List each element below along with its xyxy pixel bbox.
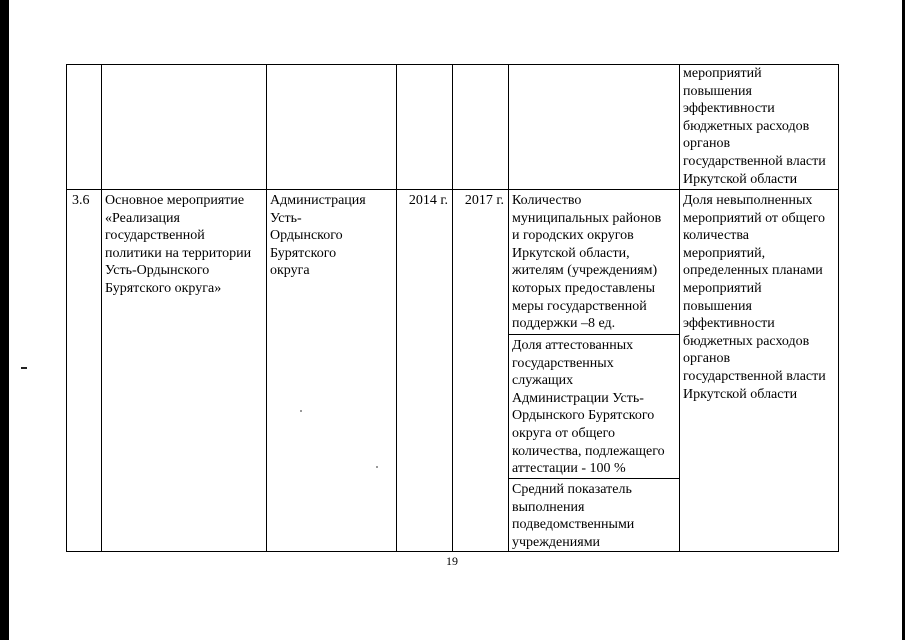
scan-mark	[21, 367, 27, 369]
scan-speck	[300, 410, 302, 412]
activity-cell: Основное мероприятие «Реализация государственной политики на территории Усть-Ордынского Бурятского округа»	[105, 193, 252, 296]
scan-speck	[376, 466, 378, 468]
page-number: 19	[446, 554, 458, 568]
table-rule	[266, 64, 267, 552]
table-rule	[679, 64, 680, 552]
start-year-cell: 2014 г.	[408, 193, 448, 208]
executor-cell: Администрация Усть- Ордынского Бурятского округа	[270, 193, 366, 279]
table-rule	[66, 64, 67, 552]
table-rule	[508, 64, 509, 552]
table-rule	[838, 64, 839, 552]
table-rule	[396, 64, 397, 552]
table-rule	[101, 64, 102, 552]
end-year-cell: 2017 г.	[464, 193, 504, 208]
indicator-cell-continued: мероприятий повышения эффективности бюджетных расходов органов государственной власти Иркутской области	[683, 66, 826, 187]
scan-edge-left	[0, 0, 9, 640]
result-cell: Количество муниципальных районов и городских округов Иркутской области, жителям (учреждениям) которых предоставлены меры государственной поддержки –8 ед.	[512, 193, 662, 332]
table-rule	[509, 334, 679, 335]
table-rule	[509, 478, 679, 479]
result-cell: Доля аттестованных государственных служащих Администрации Усть- Ордынского Бурятского округа от общего количества, подлежащего аттестации - 100 %	[512, 338, 665, 477]
indicator-cell: Доля невыполненных мероприятий от общего количества мероприятий, определенных планами мероприятий повышения эффективности бюджетных расходов органов государственной власти Иркутской области	[683, 193, 826, 402]
row-number: 3.6	[72, 193, 90, 208]
table-rule	[452, 64, 453, 552]
result-cell: Средний показатель выполнения подведомственными учреждениями	[512, 482, 635, 550]
